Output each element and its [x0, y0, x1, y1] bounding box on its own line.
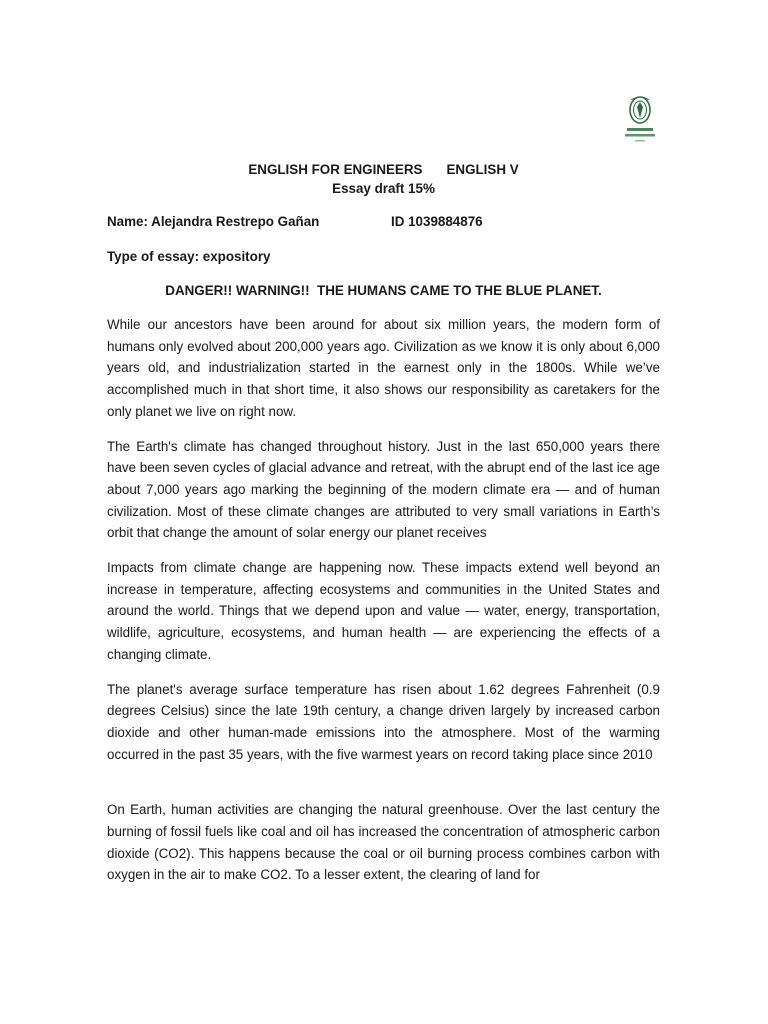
- essay-title: DANGER!! WARNING!! THE HUMANS CAME TO THE BLUE PLANET.: [165, 283, 602, 298]
- essay-subtitle: Essay draft 15%: [332, 181, 435, 196]
- course-level: ENGLISH V: [446, 162, 519, 177]
- essay-content: [107, 160, 660, 899]
- course-name: ENGLISH FOR ENGINEERS: [248, 162, 423, 177]
- student-name: Name: Alejandra Restrepo Gañan: [107, 214, 320, 229]
- paragraph-1: While our ancestors have been around for about six million years, the modern form of humans only evolved about 200,000 years ago. Civilization as we know it is only about 6,000 years old, and industrialization started in the earnest only in the 1800s. While we’ve accomplished much in that short time, it also shows our responsibility as caretakers for the only planet we live on right now.: [107, 317, 660, 419]
- paragraph-5: On Earth, human activities are changing the natural greenhouse. Over the last century the burning of fossil fuels like coal and oil has increased the concentration of atmospheric carbon dioxide (CO2). This happens because the coal or oil burning process combines carbon with oxygen in the air to make CO2. To a lesser extent, the clearing of land for: [107, 802, 660, 883]
- paragraph-4: The planet's average surface temperature has risen about 1.62 degrees Fahrenheit (0.9 degrees Celsius) since the late 19th century, a change driven largely by increased carbon dioxide and other human-made emissions into the atmosphere. Most of the warming occurred in the past 35 years, with the five warmest years on record taking place since 2010: [107, 681, 660, 762]
- university-logo: [619, 92, 661, 148]
- essay-type: Type of essay: expository: [107, 249, 271, 264]
- course-header: [107, 160, 660, 179]
- university-seal-icon: [619, 92, 661, 148]
- student-id: ID 1039884876: [391, 214, 483, 229]
- student-info: [107, 212, 660, 232]
- paragraph-3: Impacts from climate change are happening now. These impacts extend well beyond an increase in temperature, affecting ecosystems and communities in the United States and around the world. Things that we depend upon and value — water, energy, transportation, wildlife, agriculture, ecosystems, and human health — are experiencing the effects of a changing climate.: [107, 560, 660, 662]
- paragraph-2: The Earth's climate has changed throughout history. Just in the last 650,000 years there have been seven cycles of glacial advance and retreat, with the abrupt end of the last ice age about 7,000 years ago marking the beginning of the modern climate era — and of human civilization. Most of these climate changes are attributed to very small variations in Earth’s orbit that change the amount of solar energy our planet receives: [107, 438, 660, 541]
